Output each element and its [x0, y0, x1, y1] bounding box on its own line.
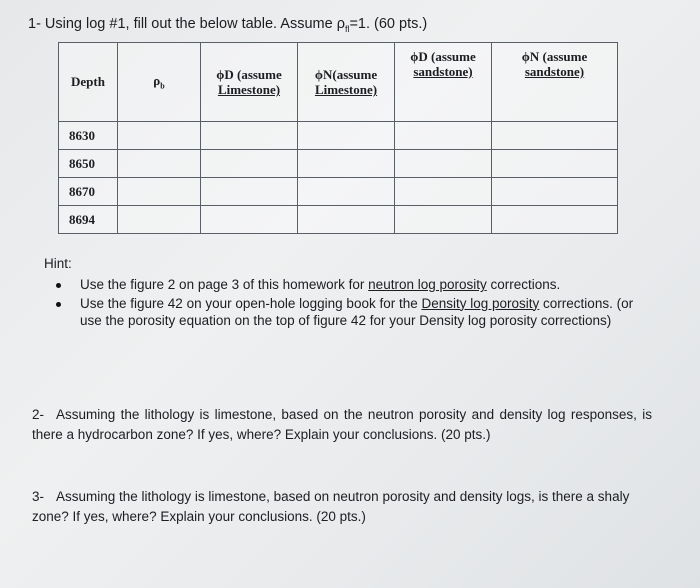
table-cell-empty: [118, 178, 201, 206]
depth-cell: 8630: [59, 122, 118, 150]
hint-item: [54, 276, 634, 294]
hint-text: Use the figure 2 on page 3 of this homework for: [80, 277, 369, 292]
hint-item: [54, 295, 634, 330]
hint-text: Use the figure 42 on your open-hole logging book for the: [80, 295, 422, 311]
header-phi-d-limestone-line2: Limestone): [217, 82, 281, 97]
table-cell-empty: [492, 206, 618, 234]
question-1-rest: =1. (60 pts.): [349, 16, 428, 32]
table-cell-empty: [298, 206, 395, 234]
depth-cell: 8670: [59, 178, 118, 206]
depth-cell: 8650: [59, 150, 118, 178]
table-cell-empty: [201, 206, 298, 234]
header-depth: Depth: [59, 43, 118, 122]
bullet-icon: [56, 302, 61, 307]
hint-underlined-term: neutron log porosity: [368, 277, 487, 292]
table-row: [59, 178, 618, 206]
header-phi-d-sandstone-line1: ϕD (assume: [410, 49, 476, 64]
question-2-number: 2-: [32, 407, 45, 422]
header-phi-n-sandstone-line1: ϕN (assume: [521, 49, 588, 64]
header-phi-n-limestone-line2: Limestone): [314, 82, 378, 97]
table-cell-empty: [492, 122, 618, 150]
question-1-text: 1- Using log #1, fill out the below table. Assume ρ: [28, 16, 345, 32]
header-phi-d-limestone: [201, 43, 298, 122]
hint-text: corrections.: [486, 277, 561, 292]
table-row: [59, 206, 618, 234]
question-3-number: 3-: [32, 489, 45, 504]
table-cell-empty: [118, 150, 201, 178]
header-phi-n-limestone-line1: ϕN(assume: [314, 67, 378, 82]
table-cell-empty: [118, 206, 201, 234]
header-phi-d-sandstone-line2: sandstone): [413, 64, 473, 79]
table-cell-empty: [201, 178, 298, 206]
hint-list: [54, 276, 634, 331]
depth-cell: 8694: [59, 206, 118, 234]
table-cell-empty: [395, 206, 492, 234]
table-cell-empty: [298, 150, 395, 178]
table-header-row: [59, 43, 618, 122]
question-2: [32, 405, 652, 445]
table-cell-empty: [492, 150, 618, 178]
hint-underlined-term: Density log porosity: [421, 295, 540, 311]
question-2-text: Assuming the lithology is limestone, based on the neutron porosity and density log responses, is there a hydrocarbon zone? If yes, where? Explain your conclusions. (20 pts.): [32, 407, 652, 442]
table-cell-empty: [118, 122, 201, 150]
header-phi-n-sandstone: [492, 43, 618, 122]
header-phi-d-sandstone: [395, 43, 492, 122]
question-3-text: Assuming the lithology is limestone, based on neutron porosity and density logs, is there a shaly zone? If yes, where? Explain your conclusions. (20 pts.): [32, 489, 630, 524]
table-cell-empty: [395, 122, 492, 150]
table-cell-empty: [298, 122, 395, 150]
hint-label: Hint:: [44, 256, 72, 271]
question-3: [32, 487, 652, 527]
question-1: [28, 16, 427, 34]
table-row: [59, 122, 618, 150]
table-cell-empty: [395, 150, 492, 178]
table-cell-empty: [201, 122, 298, 150]
header-phi-n-limestone: [298, 43, 395, 122]
table-cell-empty: [298, 178, 395, 206]
header-rho-b: $\rho_b$: [118, 43, 201, 122]
question-1-sub: fl: [344, 23, 350, 34]
header-phi-d-limestone-line1: ϕD (assume: [216, 67, 282, 82]
table-cell-empty: [492, 178, 618, 206]
hint-text: corrections. (or use the porosity equation on the top of figure 42 for your Density log porosity corrections): [80, 295, 634, 328]
bullet-icon: [56, 283, 61, 288]
header-phi-n-sandstone-line2: sandstone): [524, 64, 585, 79]
porosity-table: [58, 42, 618, 234]
table-row: [59, 150, 618, 178]
table-cell-empty: [395, 178, 492, 206]
table-cell-empty: [201, 150, 298, 178]
